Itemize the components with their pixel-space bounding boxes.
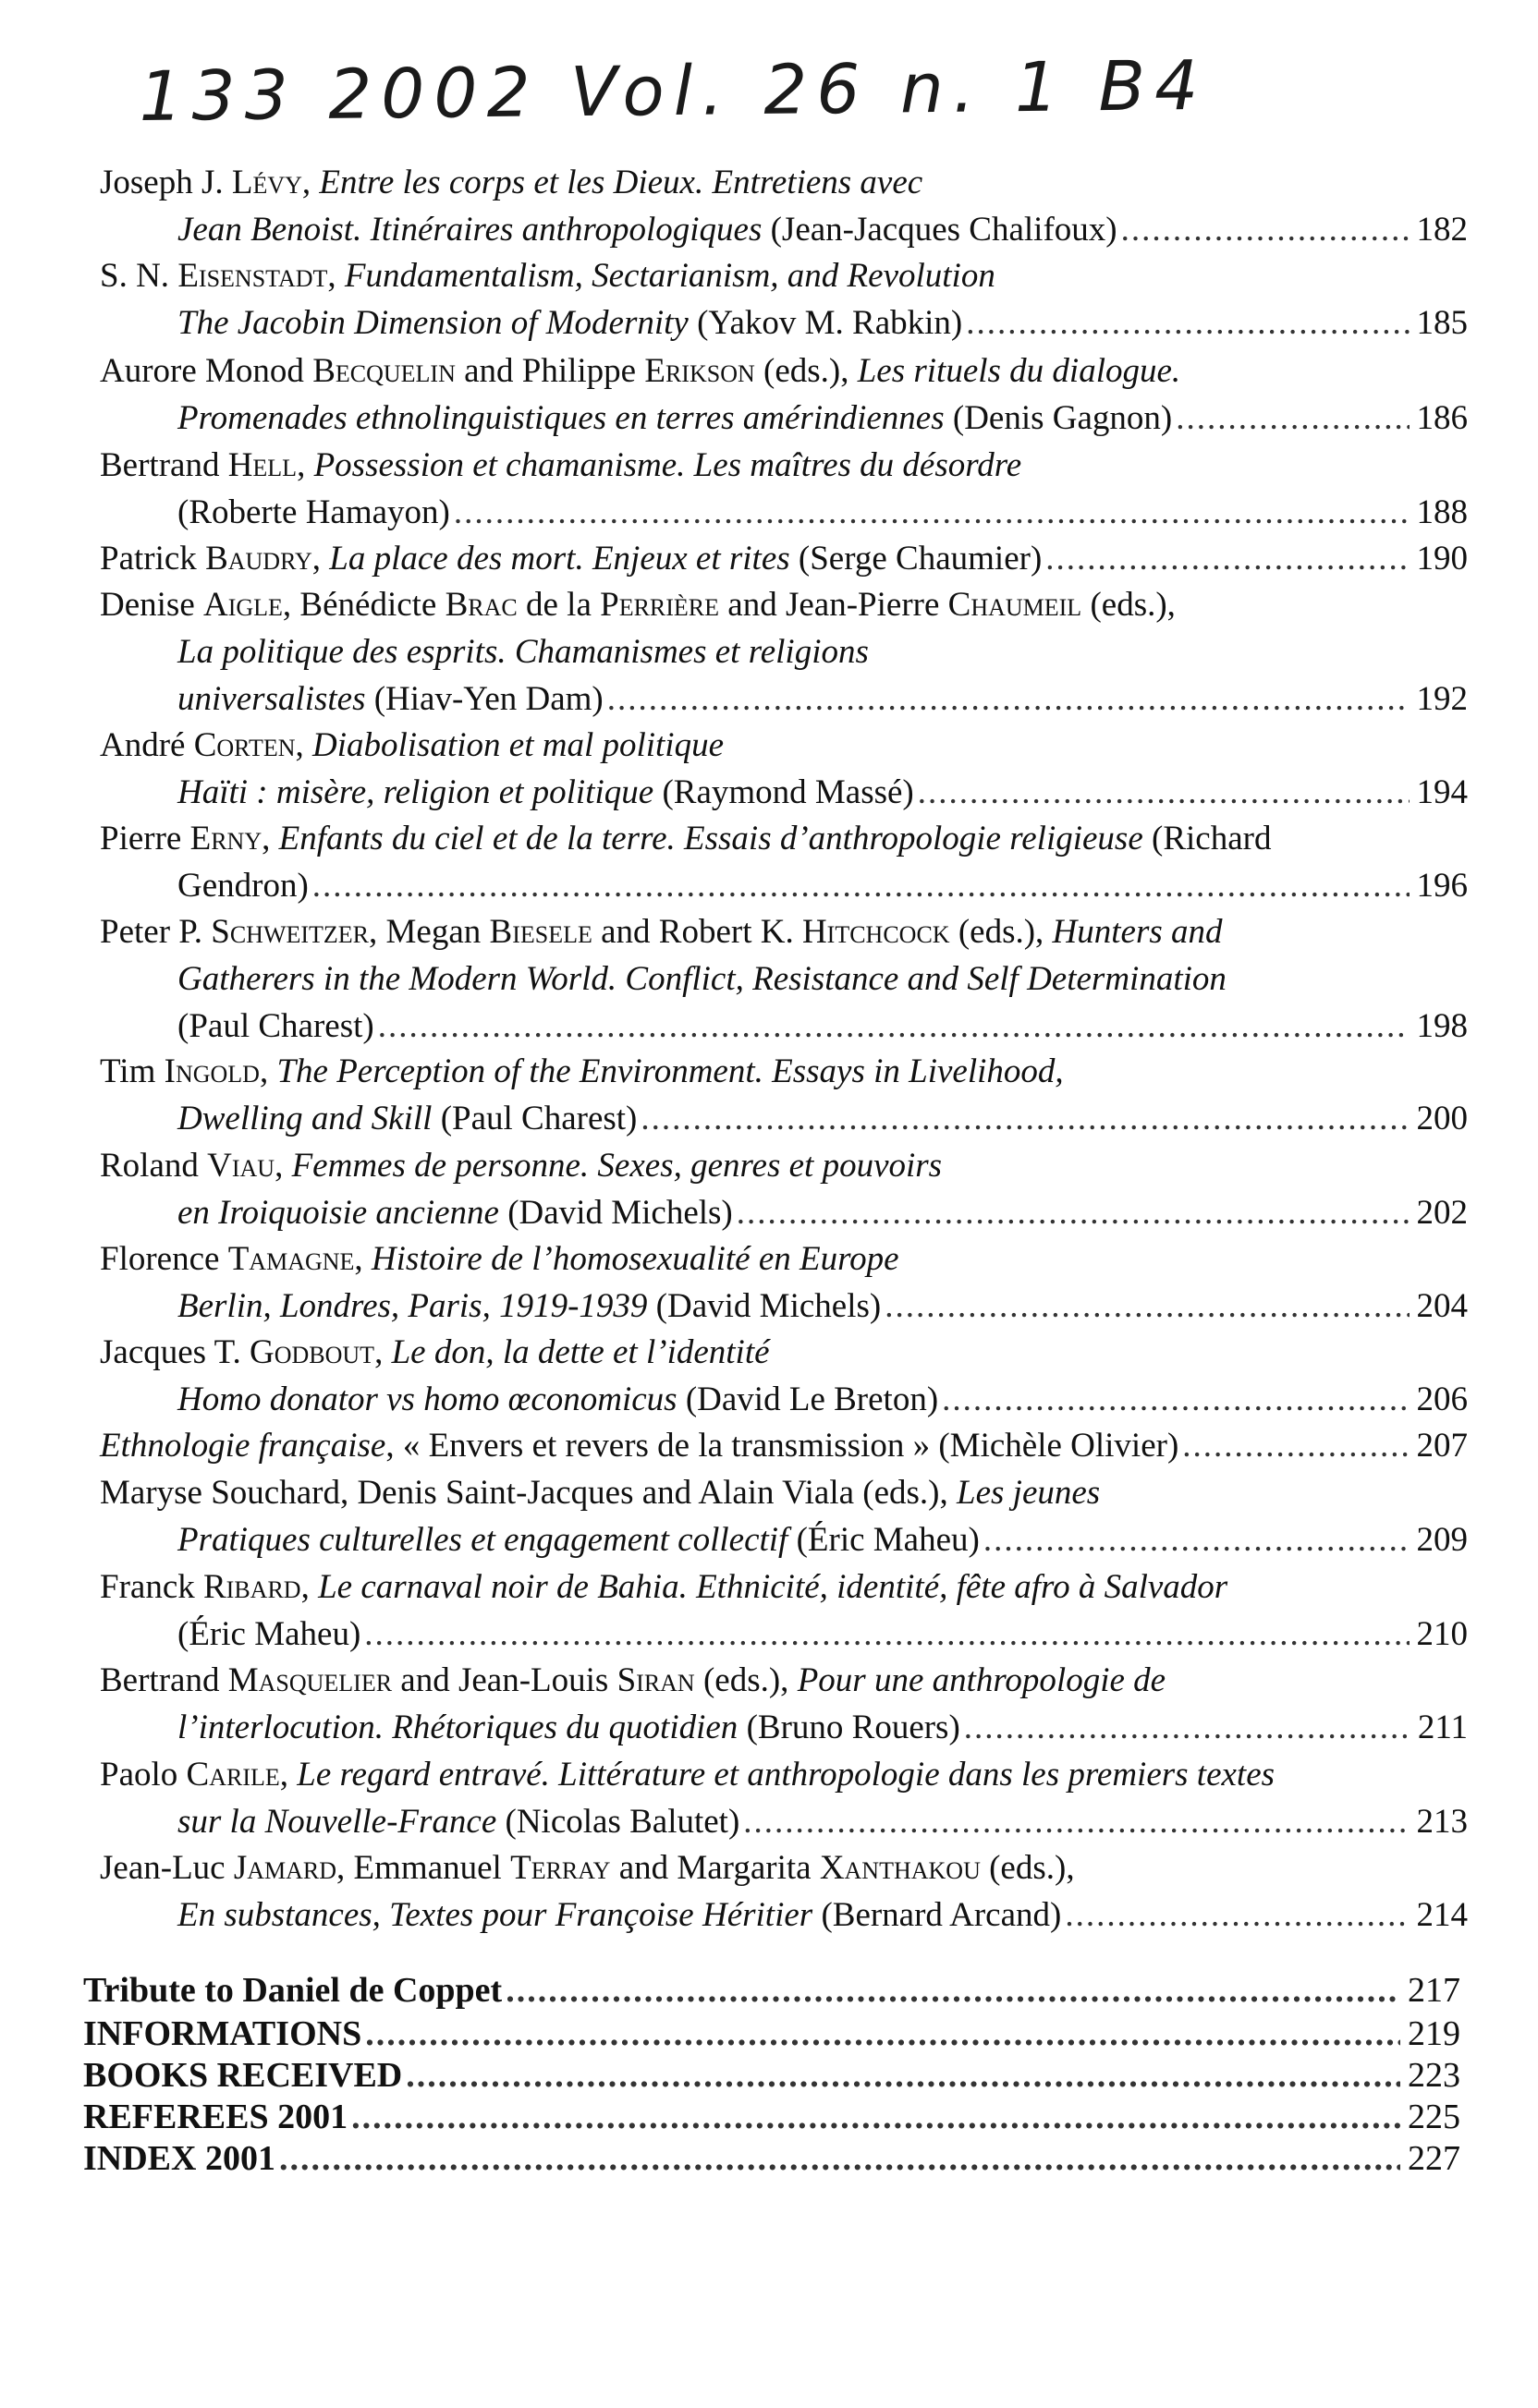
entry-text: Franck <box>100 1568 203 1606</box>
entry-line <box>100 815 1468 862</box>
page-number: 202 <box>1416 1194 1468 1232</box>
entry-line <box>100 347 1468 395</box>
section-title: BOOKS RECEIVED <box>83 2056 403 2095</box>
entry-text: Paolo <box>100 1756 187 1794</box>
toc-entry <box>100 1235 1468 1330</box>
book-title: Le don, la dette et l’identité <box>391 1333 770 1371</box>
line-text <box>100 1147 942 1185</box>
book-title: Pratiques culturelles et engagement collectif <box>177 1521 788 1559</box>
section-line <box>83 2053 1460 2098</box>
page-number: 225 <box>1408 2098 1460 2136</box>
entry-text: (Yakov M. Rabkin) <box>688 304 963 342</box>
entry-text: and Jean-Louis <box>392 1661 617 1699</box>
section-line <box>83 1968 1460 2013</box>
leader-dots <box>607 675 1410 723</box>
leader-dots <box>364 1611 1409 1658</box>
book-title: Possession et chamanisme. Les maîtres du désordre <box>313 446 1022 484</box>
entry-text: , <box>354 1240 372 1278</box>
entry-text: S. N. <box>100 257 178 295</box>
page-number: 190 <box>1416 540 1468 578</box>
author-surname: Perrière <box>600 586 720 624</box>
toc-entry <box>100 581 1468 723</box>
line-text <box>100 820 1271 857</box>
leader-dots <box>312 862 1410 909</box>
line-text <box>100 1568 1227 1606</box>
page-number: 188 <box>1416 493 1468 531</box>
toc-entry <box>100 1142 1468 1236</box>
line-text <box>100 352 1180 390</box>
entry-line <box>100 1704 1468 1751</box>
page-number: 217 <box>1408 1971 1460 2010</box>
toc-entry <box>100 1422 1468 1469</box>
line-text <box>177 206 1117 253</box>
entry-line <box>100 1283 1468 1330</box>
entry-text: (Hiav-Yen Dam) <box>365 680 604 718</box>
book-title: Homo donator vs homo œconomicus <box>177 1380 677 1418</box>
toc-entry <box>100 1563 1468 1658</box>
leader-dots <box>506 1968 1400 2013</box>
entry-line <box>100 628 1468 675</box>
leader-dots <box>1176 395 1409 442</box>
line-text <box>100 586 1176 624</box>
entry-line <box>100 1798 1468 1845</box>
author-surname: Hell <box>227 446 298 484</box>
entry-line <box>100 442 1468 489</box>
line-text <box>100 726 724 764</box>
entry-line <box>100 252 1468 299</box>
book-title: Le carnaval noir de Bahia. Ethnicité, identité, fête afro à Salvador <box>318 1568 1228 1606</box>
entry-line <box>100 862 1468 909</box>
leader-dots <box>365 2012 1400 2056</box>
entry-line <box>100 1003 1468 1050</box>
book-title: Hunters and <box>1052 913 1223 951</box>
line-text <box>100 1756 1275 1794</box>
book-title: The Jacobin Dimension of Modernity <box>177 304 689 342</box>
leader-dots <box>1045 535 1409 582</box>
book-title: En substances, Textes pour Françoise Héritier <box>177 1896 813 1934</box>
page-number: 214 <box>1416 1896 1468 1934</box>
entry-text: (Denis Gagnon) <box>944 399 1173 437</box>
entry-line <box>100 769 1468 816</box>
entry-line <box>100 395 1468 442</box>
line-text <box>177 862 309 909</box>
line-text <box>100 1661 1166 1699</box>
entry-text: (Nicolas Balutet) <box>496 1803 740 1841</box>
line-text <box>100 1240 899 1278</box>
entry-line <box>100 955 1468 1003</box>
entry-line <box>100 1329 1468 1376</box>
toc-entry <box>100 1329 1468 1423</box>
entry-text: (Paul Charest) <box>177 1007 374 1045</box>
entry-text: Denise <box>100 586 203 624</box>
entry-text: and Jean-Pierre <box>719 586 948 624</box>
book-title: La politique des esprits. Chamanismes et religions <box>177 633 869 671</box>
leader-dots <box>966 299 1409 347</box>
handwritten-annotation: 133 2002 Vol. 26 n. 1 B4 <box>139 45 1208 137</box>
entry-text: Aurore Monod <box>100 352 313 390</box>
entry-line <box>100 1189 1468 1236</box>
entry-text: (David Michels) <box>498 1194 733 1232</box>
author-surname: Eisenstadt <box>177 257 328 295</box>
entry-text: , Emmanuel <box>336 1849 511 1887</box>
author-surname: Terray <box>510 1849 611 1887</box>
toc-entry <box>100 159 1468 253</box>
line-text <box>177 395 1172 442</box>
entry-text: (Roberte Hamayon) <box>177 493 450 531</box>
book-title: Berlin, Londres, Paris, 1919-1939 <box>177 1287 648 1325</box>
line-text <box>100 1052 1064 1090</box>
entry-text: Pierre <box>100 820 190 857</box>
leader-dots <box>351 2095 1400 2139</box>
line-text <box>177 675 604 723</box>
entry-text: and Margarita <box>610 1849 820 1887</box>
entry-text: , Bénédicte <box>282 586 446 624</box>
toc-section <box>83 2012 1460 2056</box>
line-text <box>100 1333 770 1371</box>
line-text <box>177 299 962 347</box>
page-number: 227 <box>1408 2139 1460 2178</box>
leader-dots <box>983 1516 1410 1563</box>
entry-line <box>100 1516 1468 1563</box>
line-text <box>177 1283 881 1330</box>
author-surname: Hitchcock <box>801 913 950 951</box>
line-text <box>100 257 995 295</box>
toc-entry <box>100 442 1468 536</box>
line-text <box>177 1891 1061 1939</box>
line-text <box>100 1849 1075 1887</box>
line-text <box>100 1474 1100 1512</box>
book-title: sur la Nouvelle-France <box>177 1803 497 1841</box>
entry-text: Peter P. <box>100 913 212 951</box>
entry-text: (eds.), <box>980 1849 1075 1887</box>
entry-line <box>100 1235 1468 1283</box>
page-number: 211 <box>1417 1709 1468 1746</box>
book-title: Femmes de personne. Sexes, genres et pouvoirs <box>291 1147 943 1185</box>
entry-text: Jean-Luc <box>100 1849 234 1887</box>
book-title: Les jeunes <box>957 1474 1101 1512</box>
book-title: universalistes <box>177 680 366 718</box>
entry-text: , <box>275 1147 292 1185</box>
entry-text: , <box>300 1568 319 1606</box>
book-title: Histoire de l’homosexualité en Europe <box>371 1240 899 1278</box>
page-number: 196 <box>1416 867 1468 905</box>
page-number: 200 <box>1416 1100 1468 1137</box>
author-surname: Xanthakou <box>819 1849 981 1887</box>
page-number: 223 <box>1408 2056 1460 2095</box>
book-title: Diabolisation et mal politique <box>312 726 725 764</box>
entry-text: (Richard <box>1142 820 1272 857</box>
line-text <box>100 164 922 201</box>
toc-entry <box>100 908 1468 1050</box>
author-surname: Ingold <box>164 1052 260 1090</box>
line-text <box>100 535 1042 582</box>
page-number: 204 <box>1416 1287 1468 1325</box>
section-title: Tribute to Daniel de Coppet <box>83 1971 503 2010</box>
section-line <box>83 2136 1460 2181</box>
section-title: INDEX 2001 <box>83 2139 275 2178</box>
leader-dots <box>964 1704 1410 1751</box>
author-surname: Brac <box>445 586 518 624</box>
entry-text: André <box>100 726 194 764</box>
author-surname: Jamard <box>233 1849 337 1887</box>
entry-text: Patrick <box>100 540 206 578</box>
book-title: Les rituels du dialogue. <box>857 352 1181 390</box>
entry-text: (eds.), <box>949 913 1053 951</box>
entry-text: (eds.), <box>1081 586 1176 624</box>
entry-text: and Philippe <box>455 352 645 390</box>
entry-line <box>100 489 1468 536</box>
line-text <box>177 1189 733 1236</box>
toc-entry <box>100 347 1468 442</box>
entry-line <box>100 535 1468 582</box>
leader-dots <box>1065 1891 1409 1939</box>
entry-text: Maryse Souchard, Denis Saint-Jacques and Alain Viala (eds.), <box>100 1474 958 1512</box>
page-number: 198 <box>1416 1007 1468 1045</box>
page-number: 209 <box>1416 1521 1468 1559</box>
page-number: 206 <box>1416 1380 1468 1418</box>
entry-text: (Éric Maheu) <box>177 1615 361 1653</box>
entry-line <box>100 908 1468 955</box>
line-text <box>177 633 869 671</box>
section-line <box>83 2095 1460 2139</box>
line-text <box>177 1704 960 1751</box>
author-surname: Schweitzer <box>211 913 370 951</box>
entry-line <box>100 159 1468 206</box>
author-surname: Siran <box>616 1661 695 1699</box>
entry-text: Jacques T. <box>100 1333 250 1371</box>
entry-text: (eds.), <box>694 1661 798 1699</box>
entry-line <box>100 1422 1468 1469</box>
line-text <box>177 1798 739 1845</box>
line-text <box>177 769 914 816</box>
book-title: Ethnologie française <box>100 1427 386 1465</box>
toc-entry <box>100 1048 1468 1142</box>
entry-text: (Éric Maheu) <box>787 1521 980 1559</box>
author-surname: Viau <box>207 1147 275 1185</box>
leader-dots <box>1121 206 1410 253</box>
leader-dots <box>1182 1422 1409 1469</box>
entry-text: , <box>301 164 320 201</box>
line-text <box>177 1516 980 1563</box>
entry-text: (Raymond Massé) <box>653 773 914 811</box>
entry-line <box>100 1751 1468 1798</box>
book-title: The Perception of the Environment. Essays in Livelihood, <box>276 1052 1064 1090</box>
line-text <box>177 960 1227 998</box>
entry-text: (David Michels) <box>647 1287 882 1325</box>
entry-line <box>100 1844 1468 1891</box>
leader-dots <box>406 2053 1400 2098</box>
line-text <box>177 1376 938 1423</box>
toc-section <box>83 2136 1460 2181</box>
toc-section <box>83 2053 1460 2098</box>
book-title: La place des mort. Enjeux et rites <box>329 540 790 578</box>
author-surname: Carile <box>186 1756 280 1794</box>
author-surname: Ribard <box>203 1568 301 1606</box>
entry-line <box>100 1142 1468 1189</box>
book-title: Gatherers in the Modern World. Conflict, Resistance and Self Determination <box>177 960 1227 998</box>
line-text <box>100 913 1223 951</box>
book-title: en Iroiquoisie ancienne <box>177 1194 499 1232</box>
entry-text: (eds.), <box>754 352 858 390</box>
entry-text: de la <box>517 586 601 624</box>
entry-line <box>100 1657 1468 1704</box>
entry-line <box>100 1469 1468 1516</box>
entry-text: (Serge Chaumier) <box>789 540 1043 578</box>
entry-text: , <box>327 257 345 295</box>
author-surname: Chaumeil <box>947 586 1082 624</box>
page-number: 213 <box>1416 1803 1468 1841</box>
section-title: INFORMATIONS <box>83 2014 362 2053</box>
toc-entry <box>100 1844 1468 1939</box>
book-title: Dwelling and Skill <box>177 1100 433 1137</box>
page-number: 186 <box>1416 399 1468 437</box>
section-title: REFEREES 2001 <box>83 2098 348 2136</box>
toc-entry <box>100 1751 1468 1845</box>
entry-text: , <box>259 1052 277 1090</box>
entry-text: Joseph J. <box>100 164 232 201</box>
author-surname: Lévy <box>231 164 302 201</box>
book-title: Pour une anthropologie de <box>797 1661 1166 1699</box>
leader-dots <box>641 1095 1409 1142</box>
entry-text: (Paul Charest) <box>432 1100 638 1137</box>
line-text <box>177 1095 637 1142</box>
book-title: Haïti : misère, religion et politique <box>177 773 654 811</box>
entry-line <box>100 1611 1468 1658</box>
toc-section <box>83 2095 1460 2139</box>
entry-text: (Jean-Jacques Chalifoux) <box>762 211 1117 249</box>
author-surname: Biesele <box>489 913 592 951</box>
leader-dots <box>918 769 1410 816</box>
book-title: Promenades ethnolinguistiques en terres amérindiennes <box>177 399 945 437</box>
author-surname: Becquelin <box>312 352 456 390</box>
entry-line <box>100 722 1468 769</box>
entry-text: Roland <box>100 1147 208 1185</box>
entry-line <box>100 1563 1468 1611</box>
book-title: Jean Benoist. Itinéraires anthropologiques <box>177 211 763 249</box>
book-title: Entre les corps et les Dieux. Entretiens avec <box>319 164 923 201</box>
author-surname: Tamagne <box>227 1240 355 1278</box>
book-title: Enfants du ciel et de la terre. Essais d’anthropologie religieuse <box>278 820 1143 857</box>
leader-dots <box>454 489 1410 536</box>
author-surname: Godbout <box>250 1333 375 1371</box>
author-surname: Baudry <box>205 540 312 578</box>
author-surname: Erny <box>189 820 262 857</box>
page-number: 210 <box>1416 1615 1468 1653</box>
page-number: 192 <box>1416 680 1468 718</box>
leader-dots <box>885 1283 1409 1330</box>
line-text <box>177 1611 360 1658</box>
author-surname: Aigle <box>203 586 283 624</box>
leader-dots <box>737 1189 1410 1236</box>
entry-line <box>100 1095 1468 1142</box>
author-surname: Erikson <box>644 352 755 390</box>
entry-line <box>100 581 1468 628</box>
entry-line <box>100 675 1468 723</box>
entry-text: (David Le Breton) <box>677 1380 939 1418</box>
line-text <box>177 1003 374 1050</box>
entry-text: , <box>311 540 330 578</box>
entry-line <box>100 299 1468 347</box>
page-number: 185 <box>1416 304 1468 342</box>
entry-line <box>100 1048 1468 1095</box>
toc-entry <box>100 815 1468 909</box>
entry-text: , <box>297 446 314 484</box>
toc-entry <box>100 1469 1468 1563</box>
entry-text: , <box>295 726 312 764</box>
toc-entry <box>100 535 1468 582</box>
leader-dots <box>279 2136 1400 2181</box>
toc-section <box>83 1968 1460 2013</box>
entry-text: (Bernard Arcand) <box>812 1896 1062 1934</box>
entry-line <box>100 206 1468 253</box>
entry-text: , <box>374 1333 392 1371</box>
author-surname: Masquelier <box>227 1661 393 1699</box>
line-text <box>177 489 450 536</box>
entry-text: , <box>262 820 279 857</box>
page-number: 219 <box>1408 2014 1460 2053</box>
entry-text: Bertrand <box>100 446 228 484</box>
entry-text: Gendron) <box>177 867 309 905</box>
entry-line <box>100 1891 1468 1939</box>
leader-dots <box>942 1376 1409 1423</box>
book-title: l’interlocution. Rhétoriques du quotidien <box>177 1709 738 1746</box>
entry-line <box>100 1376 1468 1423</box>
page-number: 182 <box>1416 211 1468 249</box>
author-surname: Corten <box>193 726 296 764</box>
toc-entry <box>100 1657 1468 1751</box>
page-number: 194 <box>1416 773 1468 811</box>
line-text <box>100 1422 1178 1469</box>
entry-text: and Robert K. <box>592 913 802 951</box>
book-title: Le regard entravé. Littérature et anthropologie dans les premiers textes <box>297 1756 1276 1794</box>
leader-dots <box>378 1003 1410 1050</box>
toc-entry <box>100 252 1468 347</box>
entry-text: (Bruno Rouers) <box>738 1709 960 1746</box>
page-number: 207 <box>1416 1427 1468 1465</box>
line-text <box>100 446 1021 484</box>
entry-text: Florence <box>100 1240 228 1278</box>
book-title: Fundamentalism, Sectarianism, and Revolution <box>344 257 995 295</box>
entry-text: Tim <box>100 1052 165 1090</box>
toc-entry <box>100 722 1468 816</box>
entry-text: , <box>279 1756 298 1794</box>
entry-text: , Megan <box>369 913 490 951</box>
leader-dots <box>743 1798 1409 1845</box>
entry-text: , « Envers et revers de la transmission » (Michèle Olivier) <box>385 1427 1179 1465</box>
entry-text: Bertrand <box>100 1661 228 1699</box>
section-line <box>83 2012 1460 2056</box>
